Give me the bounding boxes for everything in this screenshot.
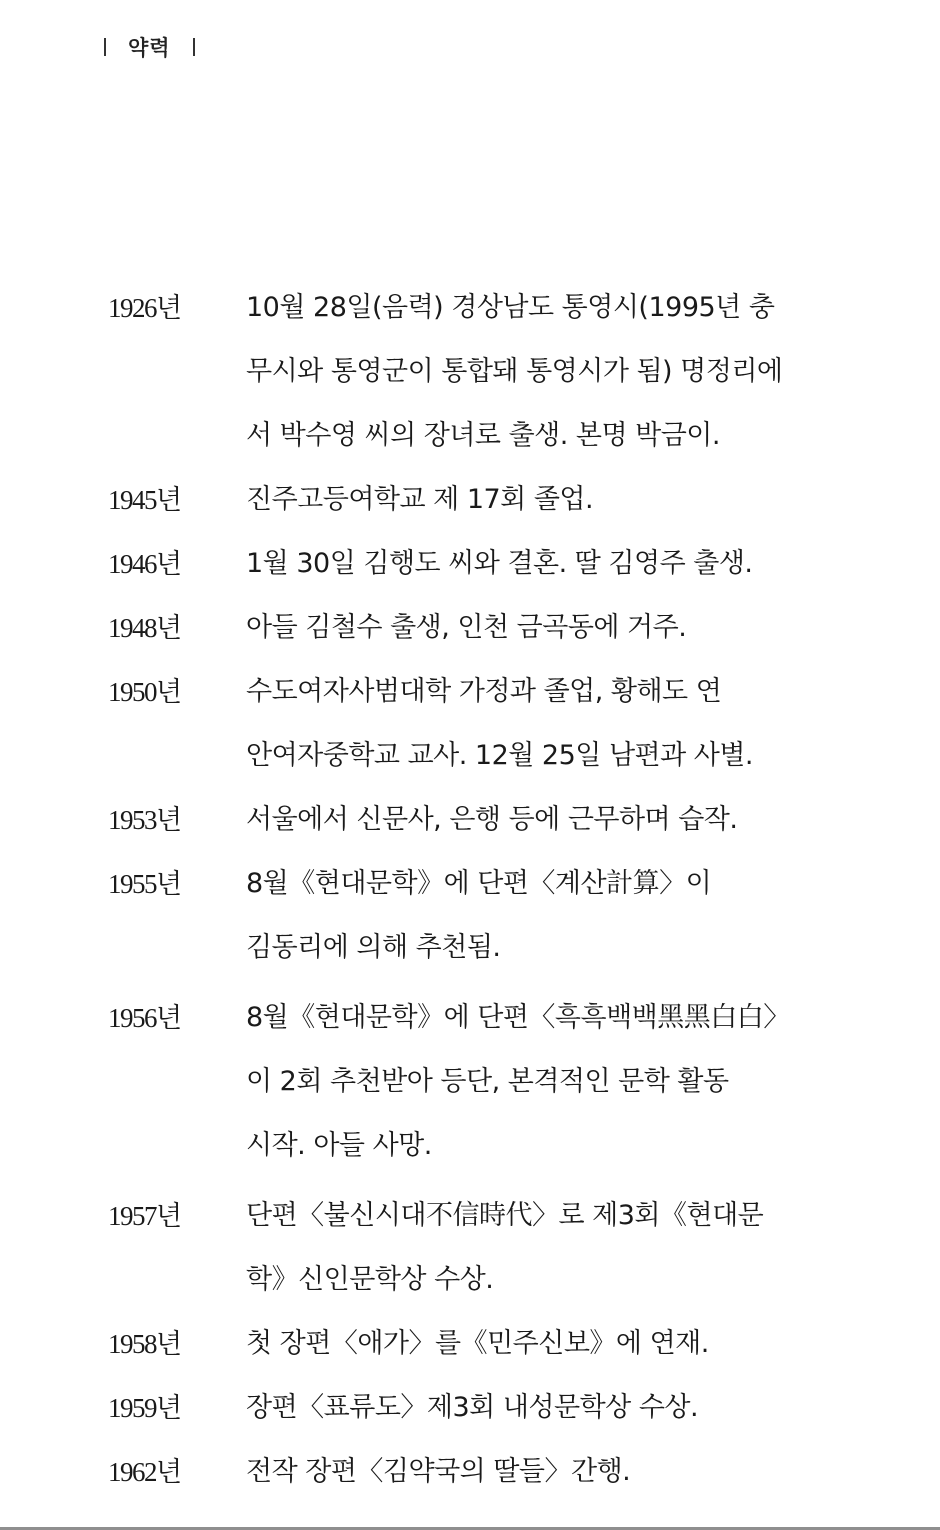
description-line: 무시와 통영군이 통합돼 통영시가 됨) 명정리에 xyxy=(246,356,783,387)
chronology-entry xyxy=(108,788,848,852)
header-right-rule xyxy=(193,38,195,56)
entry-year: 1956년 xyxy=(108,1003,181,1033)
description-line: 장편〈표류도〉제3회 내성문학상 수상. xyxy=(246,1392,699,1423)
entry-description xyxy=(246,276,848,468)
entry-year: 1945년 xyxy=(108,485,181,515)
entry-description xyxy=(246,1184,848,1312)
description-line: 단편〈불신시대不信時代〉로 제3회《현대문 xyxy=(246,1200,764,1231)
entry-year: 1946년 xyxy=(108,549,181,579)
description-line: 이 2회 추천받아 등단, 본격적인 문학 활동 xyxy=(246,1066,729,1097)
description-line: 8월《현대문학》에 단편〈계산計算〉이 xyxy=(246,868,712,899)
entry-year: 1958년 xyxy=(108,1329,181,1359)
description-line: 수도여자사범대학 가정과 졸업, 황해도 연 xyxy=(246,676,722,707)
chronology-entry xyxy=(108,1312,848,1376)
entry-description xyxy=(246,852,848,980)
description-line: 서울에서 신문사, 은행 등에 근무하며 습작. xyxy=(246,804,738,835)
chronology-entry xyxy=(108,532,848,596)
description-line: 안여자중학교 교사. 12월 25일 남편과 사별. xyxy=(246,740,754,771)
chronology-entry xyxy=(108,596,848,660)
section-header xyxy=(104,30,195,64)
chronology-entry xyxy=(108,468,848,532)
entry-year: 1953년 xyxy=(108,805,181,835)
chronology-list xyxy=(108,276,848,1504)
entry-description xyxy=(246,788,848,852)
description-line: 10월 28일(음력) 경상남도 통영시(1995년 충 xyxy=(246,292,775,323)
description-line: 첫 장편〈애가〉를《민주신보》에 연재. xyxy=(246,1328,709,1359)
chronology-entry xyxy=(108,660,848,788)
entry-year: 1948년 xyxy=(108,613,181,643)
entry-year: 1957년 xyxy=(108,1201,181,1231)
description-line: 진주고등여학교 제 17회 졸업. xyxy=(246,484,594,515)
description-line: 학》신인문학상 수상. xyxy=(246,1264,494,1295)
entry-description xyxy=(246,660,848,788)
description-line: 시작. 아들 사망. xyxy=(246,1130,432,1161)
entry-description xyxy=(246,986,848,1178)
section-title: 약력 xyxy=(128,36,171,60)
description-line: 서 박수영 씨의 장녀로 출생. 본명 박금이. xyxy=(246,420,720,451)
chronology-entry xyxy=(108,986,848,1178)
entry-year: 1955년 xyxy=(108,869,181,899)
entry-year: 1950년 xyxy=(108,677,181,707)
description-line: 아들 김철수 출생, 인천 금곡동에 거주. xyxy=(246,612,687,643)
entry-description xyxy=(246,1376,848,1440)
chronology-entry xyxy=(108,276,848,468)
entry-year: 1962년 xyxy=(108,1457,181,1487)
description-line: 8월《현대문학》에 단편〈흑흑백백黑黑白白〉 xyxy=(246,1002,790,1033)
entry-description xyxy=(246,532,848,596)
entry-year: 1959년 xyxy=(108,1393,181,1423)
description-line: 1월 30일 김행도 씨와 결혼. 딸 김영주 출생. xyxy=(246,548,753,579)
chronology-entry xyxy=(108,1376,848,1440)
entry-description xyxy=(246,468,848,532)
description-line: 전작 장편〈김약국의 딸들〉간행. xyxy=(246,1456,631,1487)
header-left-rule xyxy=(104,38,106,56)
entry-description xyxy=(246,1440,848,1504)
description-line: 김동리에 의해 추천됨. xyxy=(246,932,501,963)
entry-description xyxy=(246,596,848,660)
chronology-entry xyxy=(108,1184,848,1312)
entry-description xyxy=(246,1312,848,1376)
chronology-entry xyxy=(108,852,848,980)
chronology-entry xyxy=(108,1440,848,1504)
entry-year: 1926년 xyxy=(108,293,181,323)
